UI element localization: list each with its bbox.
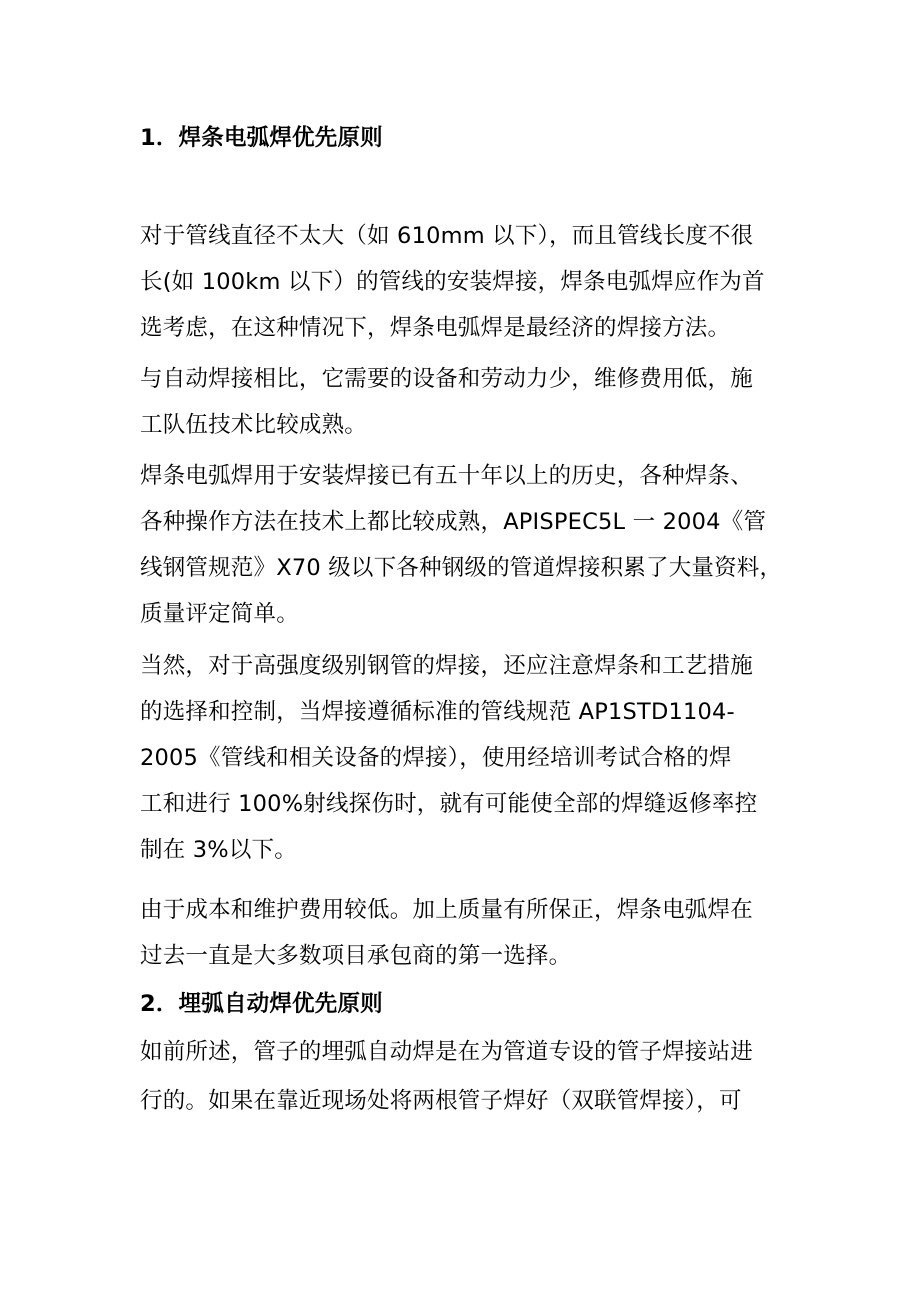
paragraph-line: 制在 3%以下。 [140, 837, 297, 863]
paragraph-line: 对于管线直径不太大（如 610mm 以下），而且管线长度不很 [140, 223, 754, 249]
section-heading-2: 2．埋弧自动焊优先原则 [140, 991, 383, 1017]
paragraph-line: 工队伍技术比较成熟。 [140, 412, 368, 438]
paragraph-line: 行的。如果在靠近现场处将两根管子焊好（双联管焊接），可 [140, 1088, 742, 1114]
paragraph-line: 过去一直是大多数项目承包商的第一选择。 [140, 943, 572, 969]
paragraph-line: 选考虑，在这种情况下，焊条电弧焊是最经济的焊接方法。 [140, 315, 731, 341]
paragraph-line: 各种操作方法在技术上都比较成熟，APISPEC5L 一 2004《管 [140, 509, 767, 535]
paragraph-line: 质量评定简单。 [140, 601, 299, 627]
paragraph-line: 长(如 100km 以下）的管线的安装焊接，焊条电弧焊应作为首 [140, 269, 765, 295]
paragraph-line: 与自动焊接相比，它需要的设备和劳动力少，维修费用低，施 [140, 366, 753, 392]
paragraph-line: 由于成本和维护费用较低。加上质量有所保正，焊条电弧焊在 [140, 897, 753, 923]
paragraph-line: 工和进行 100%射线探伤时，就有可能使全部的焊缝返修率控 [140, 791, 758, 817]
section-heading-1: 1．焊条电弧焊优先原则 [140, 125, 383, 151]
paragraph-line: 的选择和控制，当焊接遵循标准的管线规范 AP1STD1104- [140, 699, 735, 725]
paragraph-line: 线钢管规范》X70 级以下各种钢级的管道焊接积累了大量资料， [140, 555, 783, 581]
paragraph-line: 2005《管线和相关设备的焊接），使用经培训考试合格的焊 [140, 745, 732, 771]
paragraph-line: 如前所述，管子的埋弧自动焊是在为管道专设的管子焊接站进 [140, 1039, 753, 1065]
paragraph-line: 当然，对于高强度级别钢管的焊接，还应注意焊条和工艺措施 [140, 653, 753, 679]
paragraph-line: 焊条电弧焊用于安装焊接已有五十年以上的历史，各种焊条、 [140, 463, 753, 489]
